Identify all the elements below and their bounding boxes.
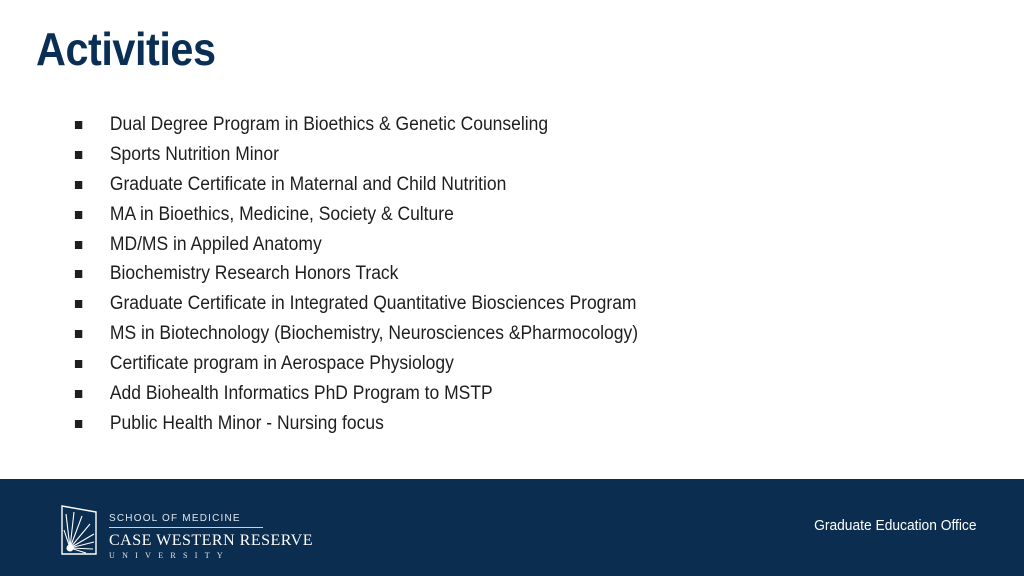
logo-university-name: CASE WESTERN RESERVE: [109, 532, 313, 549]
list-item-text: MS in Biotechnology (Biochemistry, Neurosciences &Pharmocology): [109, 323, 639, 345]
list-item: [74, 320, 638, 350]
list-item: [74, 231, 638, 261]
list-item-text: Certificate program in Aerospace Physiology: [109, 353, 454, 375]
list-item-text: MA in Bioethics, Medicine, Society & Culture: [109, 203, 454, 225]
university-logo: [109, 513, 313, 560]
list-item-text: Add Biohealth Informatics PhD Program to MSTP: [109, 383, 493, 405]
list-item-text: Biochemistry Research Honors Track: [109, 263, 399, 285]
logo-university-word: UNIVERSITY: [109, 551, 230, 560]
square-bullet-icon: [75, 151, 82, 159]
logo-school-text: SCHOOL OF MEDICINE: [109, 513, 241, 524]
list-item-text: Graduate Certificate in Maternal and Child Nutrition: [109, 173, 507, 195]
list-item: [74, 410, 638, 440]
list-item-text: Public Health Minor - Nursing focus: [109, 412, 384, 434]
activities-list: [74, 111, 687, 440]
square-bullet-icon: [75, 241, 82, 249]
office-label: Graduate Education Office: [813, 517, 976, 534]
list-item: [74, 350, 638, 380]
square-bullet-icon: [75, 330, 82, 338]
square-bullet-icon: [75, 390, 82, 398]
list-item: [74, 290, 638, 320]
square-bullet-icon: [75, 121, 82, 129]
sunburst-logo-icon: [60, 504, 100, 556]
list-item-text: Sports Nutrition Minor: [109, 143, 279, 165]
list-item: [74, 171, 638, 201]
list-item-text: Dual Degree Program in Bioethics & Genetic Counseling: [109, 114, 549, 135]
list-item: [74, 111, 638, 141]
list-item-text: Graduate Certificate in Integrated Quantitative Biosciences Program: [109, 293, 637, 315]
footer-bar: [0, 479, 1024, 576]
square-bullet-icon: [75, 211, 82, 219]
list-item: [74, 260, 638, 290]
list-item: [74, 380, 638, 410]
square-bullet-icon: [75, 300, 82, 308]
logo-divider: [109, 527, 263, 528]
square-bullet-icon: [75, 270, 82, 278]
list-item-text: MD/MS in Appiled Anatomy: [109, 233, 322, 255]
square-bullet-icon: [75, 181, 82, 189]
square-bullet-icon: [75, 360, 82, 368]
square-bullet-icon: [75, 420, 82, 428]
list-item: [74, 201, 638, 231]
list-item: [74, 141, 638, 171]
page-title: Activities: [36, 23, 216, 75]
